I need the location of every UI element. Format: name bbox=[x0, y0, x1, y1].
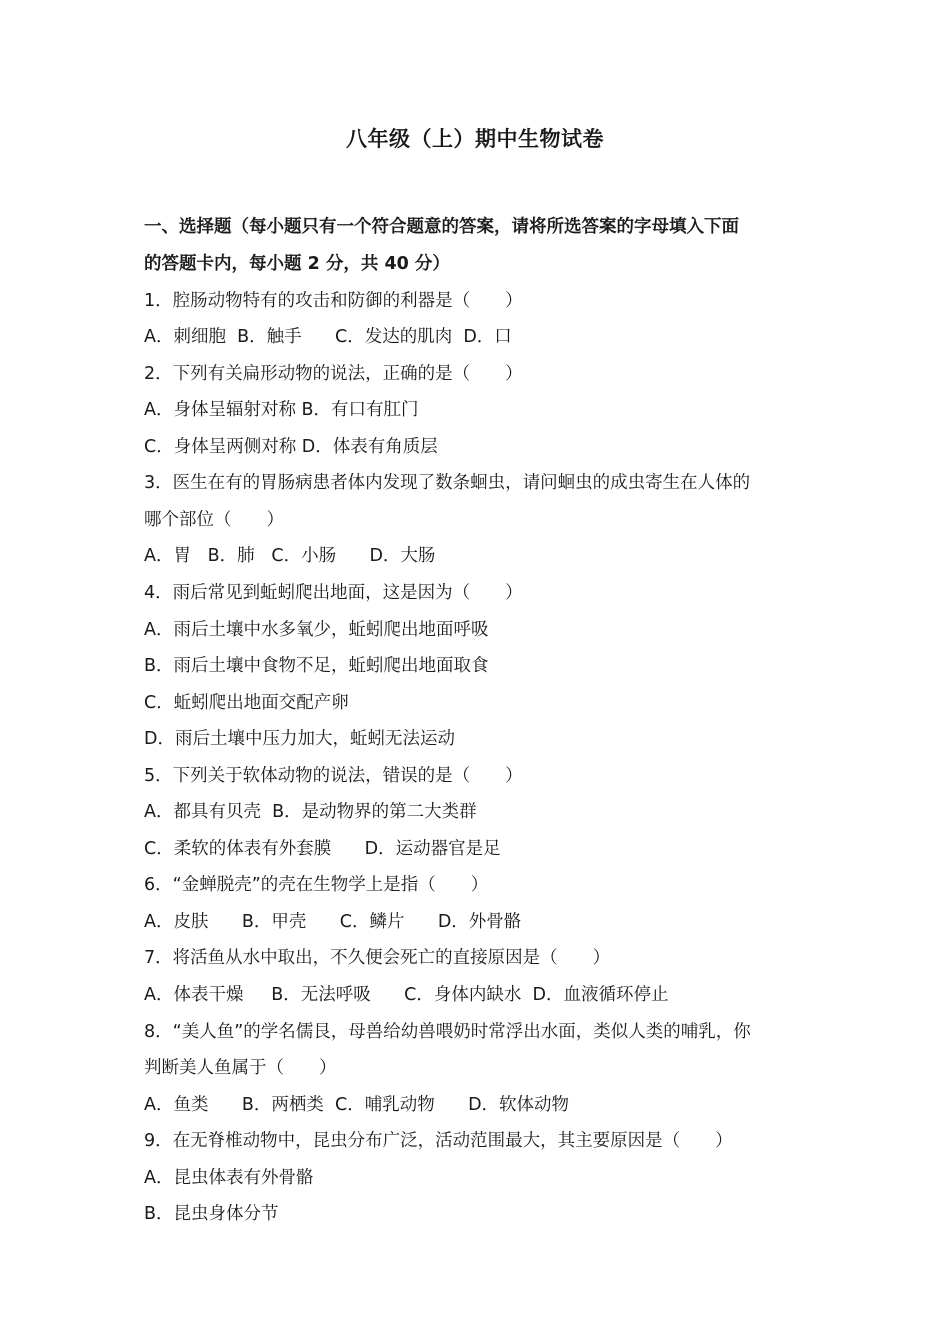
question-6-stem: 6．“金蝉脱壳”的壳在生物学上是指（ ） bbox=[144, 875, 489, 895]
question-2-options-line-1: A．身体呈辐射对称 B．有口有肛门 bbox=[144, 400, 419, 420]
question-3-stem-line-1: 3．医生在有的胃肠病患者体内发现了数条蛔虫，请问蛔虫的成虫寄生在人体的 bbox=[144, 473, 751, 493]
question-7-options: A．体表干燥 B．无法呼吸 C．身体内缺水 D．血液循环停止 bbox=[144, 985, 669, 1005]
question-8-stem-line-1: 8．“美人鱼”的学名儒艮，母兽给幼兽喂奶时常浮出水面，类似人类的哺乳，你 bbox=[144, 1022, 751, 1042]
question-1-options: A．刺细胞 B．触手 C．发达的肌肉 D．口 bbox=[144, 327, 512, 347]
question-1-stem: 1．腔肠动物特有的攻击和防御的利器是（ ） bbox=[144, 291, 523, 311]
question-3-options: A．胃 B．肺 C．小肠 D．大肠 bbox=[144, 546, 436, 566]
question-4-option-d: D．雨后土壤中压力加大，蚯蚓无法运动 bbox=[144, 729, 455, 749]
question-8-stem-line-2: 判断美人鱼属于（ ） bbox=[144, 1058, 337, 1078]
question-4-option-a: A．雨后土壤中水多氧少，蚯蚓爬出地面呼吸 bbox=[144, 620, 489, 640]
question-9-stem: 9．在无脊椎动物中，昆虫分布广泛，活动范围最大，其主要原因是（ ） bbox=[144, 1131, 733, 1151]
question-2-stem: 2．下列有关扁形动物的说法，正确的是（ ） bbox=[144, 364, 523, 384]
section-heading-line-2: 的答题卡内，每小题 2 分，共 40 分） bbox=[144, 254, 450, 274]
question-9-option-a: A．昆虫体表有外骨骼 bbox=[144, 1168, 314, 1188]
question-6-options: A．皮肤 B．甲壳 C．鳞片 D．外骨骼 bbox=[144, 912, 522, 932]
section-heading-line-1: 一、选择题（每小题只有一个符合题意的答案，请将所选答案的字母填入下面 bbox=[144, 217, 739, 237]
question-2-options-line-2: C．身体呈两侧对称 D．体表有角质层 bbox=[144, 437, 438, 457]
question-5-options-line-1: A．都具有贝壳 B．是动物界的第二大类群 bbox=[144, 802, 477, 822]
page-title: 八年级（上）期中生物试卷 bbox=[346, 127, 604, 151]
question-4-option-c: C．蚯蚓爬出地面交配产卵 bbox=[144, 693, 349, 713]
question-5-options-line-2: C．柔软的体表有外套膜 D．运动器官是足 bbox=[144, 839, 501, 859]
question-4-stem: 4．雨后常见到蚯蚓爬出地面，这是因为（ ） bbox=[144, 583, 523, 603]
question-4-option-b: B．雨后土壤中食物不足，蚯蚓爬出地面取食 bbox=[144, 656, 489, 676]
question-9-option-b: B．昆虫身体分节 bbox=[144, 1204, 279, 1224]
question-5-stem: 5．下列关于软体动物的说法，错误的是（ ） bbox=[144, 766, 523, 786]
question-3-stem-line-2: 哪个部位（ ） bbox=[144, 510, 284, 530]
question-7-stem: 7．将活鱼从水中取出，不久便会死亡的直接原因是（ ） bbox=[144, 948, 611, 968]
question-8-options: A．鱼类 B．两栖类 C．哺乳动物 D．软体动物 bbox=[144, 1095, 570, 1115]
